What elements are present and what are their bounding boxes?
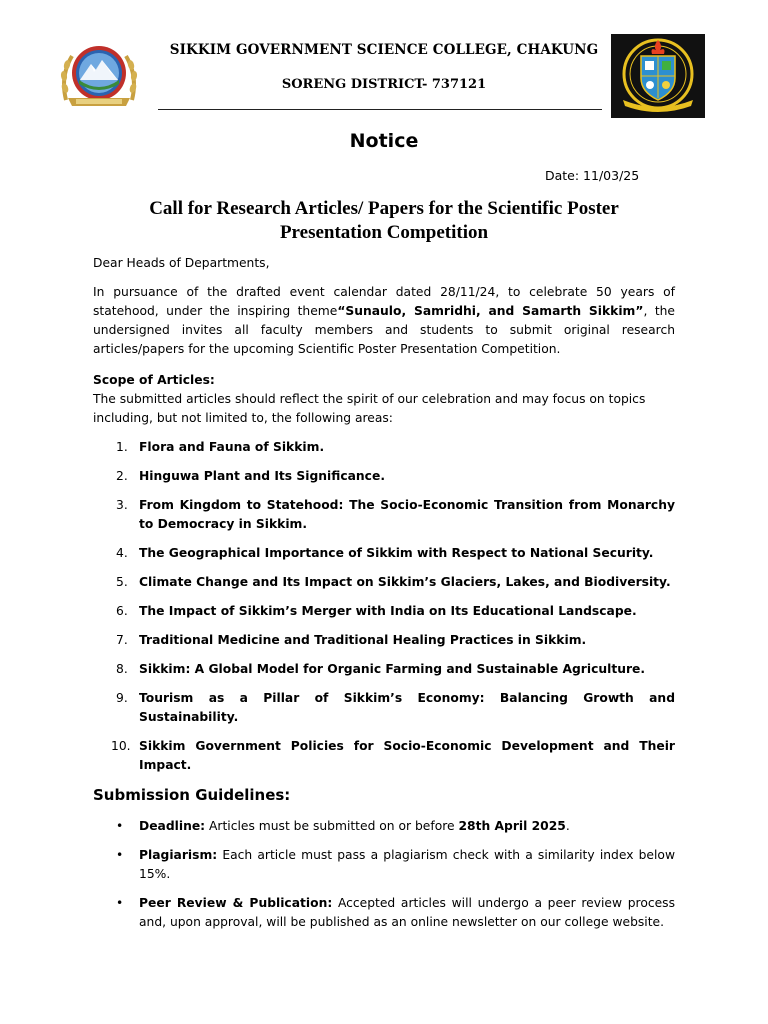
list-item xyxy=(93,631,675,650)
list-item xyxy=(93,817,675,836)
header-divider xyxy=(158,109,602,110)
review-label: Peer Review & Publication: xyxy=(139,896,333,910)
deadline-date: 28th April 2025 xyxy=(458,819,566,833)
list-number: 9. xyxy=(116,691,128,705)
call-title-line2: Presentation Competition xyxy=(279,222,489,243)
scope-text: The submitted articles should reflect the spirit of our celebration and may focus on topics including, but not limited to, the following areas: xyxy=(93,392,646,425)
topic-text: The Impact of Sikkim’s Merger with India on Its Educational Landscape. xyxy=(139,604,637,618)
deadline-end: . xyxy=(565,819,570,833)
intro-text-part2: , the undersigned invites all faculty members and students to submit original research articles/papers for the upcoming Scientific Poster Presentation Competition. xyxy=(93,304,676,356)
list-item xyxy=(93,602,675,621)
topic-text: Sikkim: A Global Model for Organic Farming and Sustainable Agriculture. xyxy=(139,662,646,676)
list-item xyxy=(93,544,675,563)
deadline-text: Articles must be submitted on or before xyxy=(205,819,459,833)
list-item xyxy=(93,737,675,775)
call-title xyxy=(110,197,658,245)
call-title-line1: Call for Research Articles/ Papers for the Scientific Poster xyxy=(149,198,619,219)
guidelines-heading: Submission Guidelines: xyxy=(93,786,291,804)
college-crest-icon xyxy=(611,34,705,118)
plagiarism-label: Plagiarism: xyxy=(139,848,218,862)
bullet-icon: • xyxy=(116,819,124,833)
notice-body xyxy=(93,254,675,942)
list-item xyxy=(93,573,675,592)
list-number: 6. xyxy=(116,604,128,618)
list-number: 8. xyxy=(116,662,128,676)
list-number: 5. xyxy=(116,575,128,589)
list-number: 1. xyxy=(116,440,128,454)
list-item xyxy=(93,846,675,884)
intro-theme: “Sunaulo, Samridhi, and Samarth Sikkim” xyxy=(337,304,644,318)
scope-heading: Scope of Articles: xyxy=(93,373,215,387)
topic-text: Traditional Medicine and Traditional Healing Practices in Sikkim. xyxy=(139,633,587,647)
topic-text: Sikkim Government Policies for Socio-Economic Development and Their Impact. xyxy=(139,739,675,772)
plagiarism-text: Each article must pass a plagiarism check with a similarity index below 15%. xyxy=(139,848,675,881)
salutation: Dear Heads of Departments, xyxy=(93,256,270,270)
topic-text: Tourism as a Pillar of Sikkim’s Economy: Balancing Growth and Sustainability. xyxy=(139,691,675,724)
list-item xyxy=(93,467,675,486)
institution-name: SIKKIM GOVERNMENT SCIENCE COLLEGE, CHAKUNG xyxy=(169,42,599,58)
list-number: 7. xyxy=(116,633,128,647)
guidelines-list xyxy=(93,817,675,932)
topics-list xyxy=(93,438,675,775)
topic-text: From Kingdom to Statehood: The Socio-Economic Transition from Monarchy to Democracy in Sikkim. xyxy=(139,498,675,531)
list-number: 4. xyxy=(116,546,128,560)
institution-address: SORENG DISTRICT- 737121 xyxy=(281,77,487,92)
list-number: 2. xyxy=(116,469,128,483)
intro-text-part1: In pursuance of the drafted event calendar dated 28/11/24, to celebrate 50 years of statehood, under the inspiring theme xyxy=(93,285,675,318)
topic-text: Hinguwa Plant and Its Significance. xyxy=(139,469,385,483)
topic-text: Climate Change and Its Impact on Sikkim’s Glaciers, Lakes, and Biodiversity. xyxy=(139,575,671,589)
list-item xyxy=(93,894,675,932)
topic-text: The Geographical Importance of Sikkim with Respect to National Security. xyxy=(139,546,654,560)
review-text: Accepted articles will undergo a peer review process and, upon approval, will be published as an online newsletter on our college website. xyxy=(139,896,675,929)
topic-text: Flora and Fauna of Sikkim. xyxy=(139,440,325,454)
intro-paragraph xyxy=(93,283,675,359)
sikkim-emblem-icon xyxy=(58,42,140,110)
list-number: 3. xyxy=(116,498,128,512)
list-item xyxy=(93,496,675,534)
notice-title: Notice xyxy=(349,130,419,152)
list-item xyxy=(93,689,675,727)
list-number: 10. xyxy=(111,739,131,753)
deadline-label: Deadline: xyxy=(139,819,206,833)
bullet-icon: • xyxy=(116,848,124,862)
list-item xyxy=(93,438,675,457)
bullet-icon: • xyxy=(116,896,124,910)
list-item xyxy=(93,660,675,679)
notice-date: Date: 11/03/25 xyxy=(545,168,640,183)
